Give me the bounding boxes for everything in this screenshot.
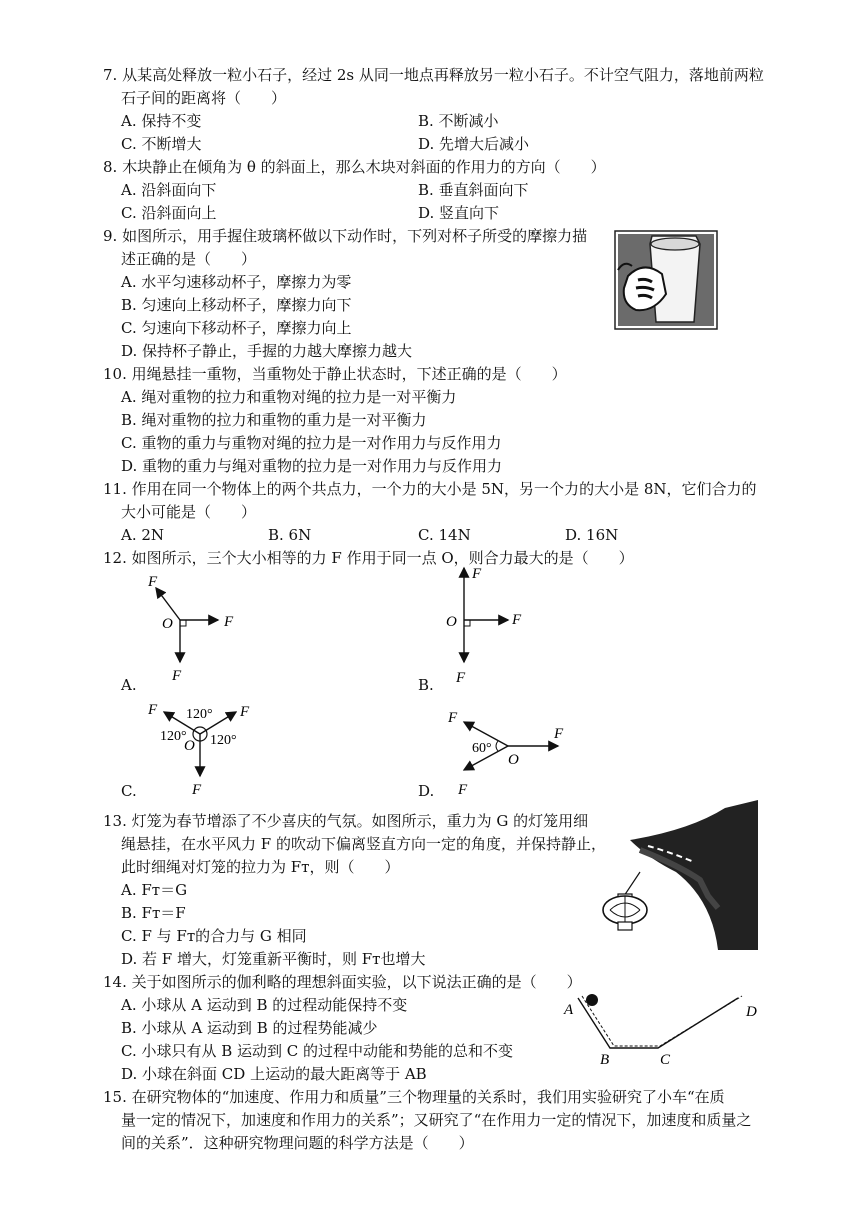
- point-o-label: O: [184, 738, 195, 754]
- angle-label: 60°: [472, 741, 492, 756]
- q11-option-b: B. 6N: [268, 526, 312, 544]
- q15-stem-line2: 量一定的情况下，加速度和作用力的关系”；又研究了“在作用力一定的情况下，加速度和质量之: [121, 1111, 752, 1129]
- q13-option-c: C. F 与 Fт的合力与 G 相同: [121, 927, 307, 945]
- q14-option-c: C. 小球只有从 B 运动到 C 的过程中动能和势能的总和不变: [121, 1042, 514, 1060]
- q11-option-d: D. 16N: [565, 526, 619, 544]
- angle-label: 120°: [186, 707, 213, 722]
- q10-stem: 10. 用绳悬挂一重物，当重物处于静止状态时，下述正确的是（ ）: [103, 365, 567, 383]
- q14-option-b: B. 小球从 A 运动到 B 的过程势能减少: [121, 1019, 378, 1037]
- q15-stem-line1: 15. 在研究物体的“加速度、作用力和质量”三个物理量的关系时，我们用实验研究了小车“在质: [103, 1088, 725, 1106]
- force-label: F: [172, 668, 182, 684]
- glass-cup-figure: [614, 230, 718, 330]
- q9-option-d: D. 保持杯子静止，手握的力越大摩擦力越大: [121, 342, 413, 360]
- q12-force-diagram-b: [440, 562, 540, 688]
- incline-figure: [560, 990, 770, 1070]
- q10-option-c: C. 重物的重力与重物对绳的拉力是一对作用力与反作用力: [121, 434, 502, 452]
- q15-stem-line3: 间的关系”．这种研究物理问题的科学方法是（ ）: [121, 1134, 474, 1152]
- force-label: F: [192, 782, 202, 798]
- q12-force-diagram-c: [140, 696, 270, 800]
- q13-stem-line3: 此时细绳对灯笼的拉力为 Fт，则（ ）: [121, 858, 400, 876]
- q14-option-a: A. 小球从 A 运动到 B 的过程动能保持不变: [121, 996, 408, 1014]
- q9-option-c: C. 匀速向下移动杯子，摩擦力向上: [121, 319, 352, 337]
- q8-option-b: B. 垂直斜面向下: [418, 181, 529, 199]
- q11-option-a: A. 2N: [121, 526, 165, 544]
- force-label: F: [148, 574, 158, 590]
- force-label: F: [448, 710, 458, 726]
- q7-stem-line1: 7. 从某高处释放一粒小石子，经过 2s 从同一地点再释放另一粒小石子。不计空气阻力，落地前两粒: [103, 66, 764, 84]
- q12-stem: 12. 如图所示，三个大小相等的力 F 作用于同一点 O，则合力最大的是（ ）: [103, 549, 634, 567]
- force-label: F: [240, 704, 250, 720]
- q7-option-b: B. 不断减小: [418, 112, 499, 130]
- point-c-label: C: [660, 1052, 671, 1068]
- q8-option-d: D. 竖直向下: [418, 204, 500, 222]
- point-b-label: B: [600, 1052, 610, 1068]
- force-label: F: [512, 612, 522, 628]
- q13-option-d: D. 若 F 增大，灯笼重新平衡时，则 Fт也增大: [121, 950, 426, 968]
- q11-option-c: C. 14N: [418, 526, 471, 544]
- q13-stem-line1: 13. 灯笼为春节增添了不少喜庆的气氛。如图所示，重力为 G 的灯笼用细: [103, 812, 589, 830]
- lantern-figure: [600, 800, 758, 950]
- q12-option-c-label: C.: [121, 782, 137, 800]
- q13-option-a: A. Fт＝G: [121, 881, 188, 899]
- q12-force-diagram-d: [440, 704, 580, 800]
- force-label: F: [224, 614, 234, 630]
- q9-option-a: A. 水平匀速移动杯子，摩擦力为零: [121, 273, 352, 291]
- q13-stem-line2: 绳悬挂，在水平风力 F 的吹动下偏离竖直方向一定的角度，并保持静止，: [121, 835, 606, 853]
- q11-stem-line1: 11. 作用在同一个物体上的两个共点力，一个力的大小是 5N，另一个力的大小是 8N，它们合力的: [103, 480, 757, 498]
- force-label: F: [458, 782, 468, 798]
- force-label: F: [148, 702, 158, 718]
- point-a-label: A: [564, 1002, 574, 1018]
- q9-stem-line1: 9. 如图所示，用手握住玻璃杯做以下动作时，下列对杯子所受的摩擦力描: [103, 227, 588, 245]
- q7-option-a: A. 保持不变: [121, 112, 202, 130]
- q7-option-c: C. 不断增大: [121, 135, 202, 153]
- q11-stem-line2: 大小可能是（ ）: [121, 503, 257, 521]
- point-o-label: O: [446, 614, 457, 630]
- angle-label: 120°: [160, 729, 187, 744]
- point-d-label: D: [746, 1004, 757, 1020]
- point-o-label: O: [162, 616, 173, 632]
- q12-force-diagram-a: [138, 570, 248, 688]
- q8-option-c: C. 沿斜面向上: [121, 204, 217, 222]
- q14-stem: 14. 关于如图所示的伽利略的理想斜面实验，以下说法正确的是（ ）: [103, 973, 582, 991]
- q12-option-b-label: B.: [418, 676, 434, 694]
- q9-stem-line2: 述正确的是（ ）: [121, 250, 257, 268]
- angle-label: 120°: [210, 733, 237, 748]
- q10-option-b: B. 绳对重物的拉力和重物的重力是一对平衡力: [121, 411, 427, 429]
- q7-stem-line2: 石子间的距离将（ ）: [121, 89, 287, 107]
- q10-option-a: A. 绳对重物的拉力和重物对绳的拉力是一对平衡力: [121, 388, 457, 406]
- q12-option-a-label: A.: [121, 676, 137, 694]
- point-o-label: O: [508, 752, 519, 768]
- force-label: F: [472, 566, 482, 582]
- q14-option-d: D. 小球在斜面 CD 上运动的最大距离等于 AB: [121, 1065, 427, 1083]
- q9-option-b: B. 匀速向上移动杯子，摩擦力向下: [121, 296, 352, 314]
- q12-option-d-label: D.: [418, 782, 435, 800]
- q10-option-d: D. 重物的重力与绳对重物的拉力是一对作用力与反作用力: [121, 457, 503, 475]
- q13-option-b: B. Fт＝F: [121, 904, 186, 922]
- q8-stem: 8. 木块静止在倾角为 θ 的斜面上，那么木块对斜面的作用力的方向（ ）: [103, 158, 606, 176]
- q7-option-d: D. 先增大后减小: [418, 135, 530, 153]
- force-label: F: [554, 726, 564, 742]
- q8-option-a: A. 沿斜面向下: [121, 181, 217, 199]
- force-label: F: [456, 670, 466, 686]
- ball-icon: [586, 994, 598, 1006]
